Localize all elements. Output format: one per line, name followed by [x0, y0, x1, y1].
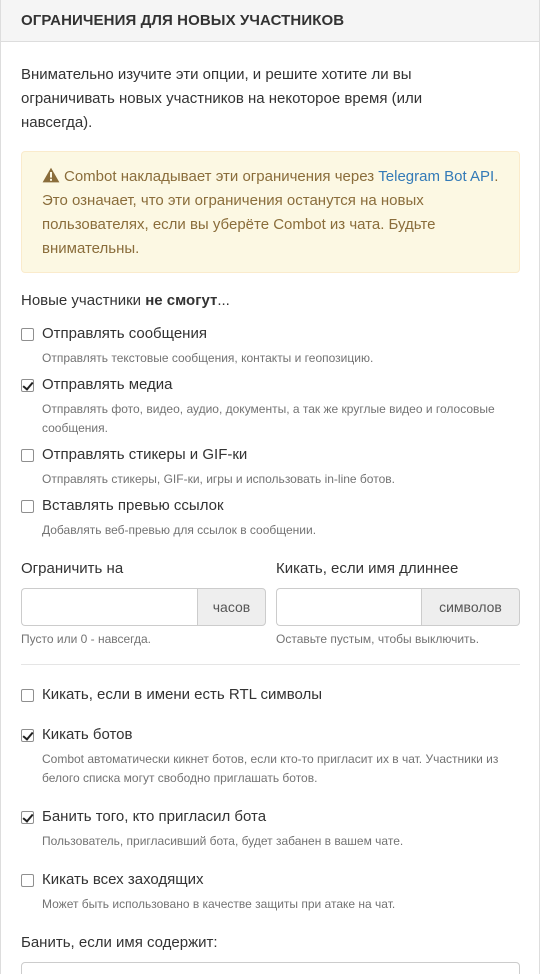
restrict-hours-input[interactable]: [21, 588, 197, 626]
hours-addon: часов: [197, 588, 266, 626]
cant-heading: [21, 290, 230, 312]
option-help: Отправлять текстовые сообщения, контакты и геопозицию.: [42, 351, 374, 365]
intro-text: [21, 63, 491, 135]
kick-all-checkbox[interactable]: [21, 874, 34, 887]
option-label: Кикать всех заходящих: [42, 871, 204, 888]
option-help: Combot автоматически кикнет ботов, если кто-то пригласит их в чат. Участники из белого списка могут свободно приглашать ботов.: [42, 752, 499, 785]
alert-text-before: Combot накладывает эти ограничения через: [64, 168, 379, 185]
option-help: Отправлять стикеры, GIF-ки, игры и использовать in-line ботов.: [42, 472, 395, 486]
panel-title: ОГРАНИЧЕНИЯ ДЛЯ НОВЫХ УЧАСТНИКОВ: [21, 12, 345, 29]
link-previews-checkbox[interactable]: [21, 500, 34, 513]
intro-line: навсегда).: [21, 114, 93, 131]
warning-alert: [21, 151, 520, 273]
symbols-addon: символов: [421, 588, 520, 626]
kick-rtl-checkbox[interactable]: [21, 689, 34, 702]
option-label: Вставлять превью ссылок: [42, 497, 224, 514]
section-divider: [21, 664, 520, 665]
option-help: Добавлять веб-превью для ссылок в сообщении.: [42, 523, 317, 537]
send-media-checkbox[interactable]: [21, 379, 34, 392]
option-help: Может быть использовано в качестве защиты при атаке на чат.: [42, 897, 396, 911]
cant-bold: не смогут: [145, 292, 218, 309]
option-label: Отправлять медиа: [42, 376, 173, 393]
alert-text-after: . Это означает, что эти ограничения останутся на новых пользователях, если вы уберёте Combot из чата. Будьте внимательны.: [42, 168, 499, 257]
ban-inviter-checkbox[interactable]: [21, 811, 34, 824]
cant-prefix: Новые участники: [21, 292, 146, 309]
option-label: Банить того, кто пригласил бота: [42, 808, 267, 825]
cant-suffix: ...: [217, 292, 230, 309]
restrict-for-help: Пусто или 0 - навсегда.: [21, 632, 152, 646]
intro-line: Внимательно изучите эти опции, и решите хотите ли вы: [21, 66, 412, 83]
option-label: Отправлять сообщения: [42, 325, 207, 342]
max-name-length-input[interactable]: [276, 588, 421, 626]
option-help: Отправлять фото, видео, аудио, документы, а так же круглые видео и голосовые сообщения.: [42, 402, 495, 435]
ban-name-contains-label: Банить, если имя содержит:: [21, 934, 218, 951]
option-label: Кикать, если в имени есть RTL символы: [42, 686, 323, 703]
restrict-for-label: Ограничить на: [21, 560, 124, 577]
send-stickers-checkbox[interactable]: [21, 449, 34, 462]
warning-triangle-icon: [42, 167, 60, 183]
kick-long-name-help: Оставьте пустым, чтобы выключить.: [276, 632, 480, 646]
telegram-bot-api-link[interactable]: Telegram Bot API: [378, 168, 495, 185]
option-help: Пользователь, пригласивший бота, будет забанен в вашем чате.: [42, 834, 404, 848]
option-label: Кикать ботов: [42, 726, 133, 743]
intro-line: ограничивать новых участников на некоторое время (или: [21, 90, 423, 107]
ban-name-contains-input[interactable]: [21, 962, 520, 974]
kick-bots-checkbox[interactable]: [21, 729, 34, 742]
send-messages-checkbox[interactable]: [21, 328, 34, 341]
restrict-for-input-group: [21, 588, 266, 626]
panel-header: [1, 0, 539, 42]
kick-long-name-label: Кикать, если имя длиннее: [276, 560, 459, 577]
kick-long-name-input-group: [276, 588, 520, 626]
option-label: Отправлять стикеры и GIF-ки: [42, 446, 248, 463]
